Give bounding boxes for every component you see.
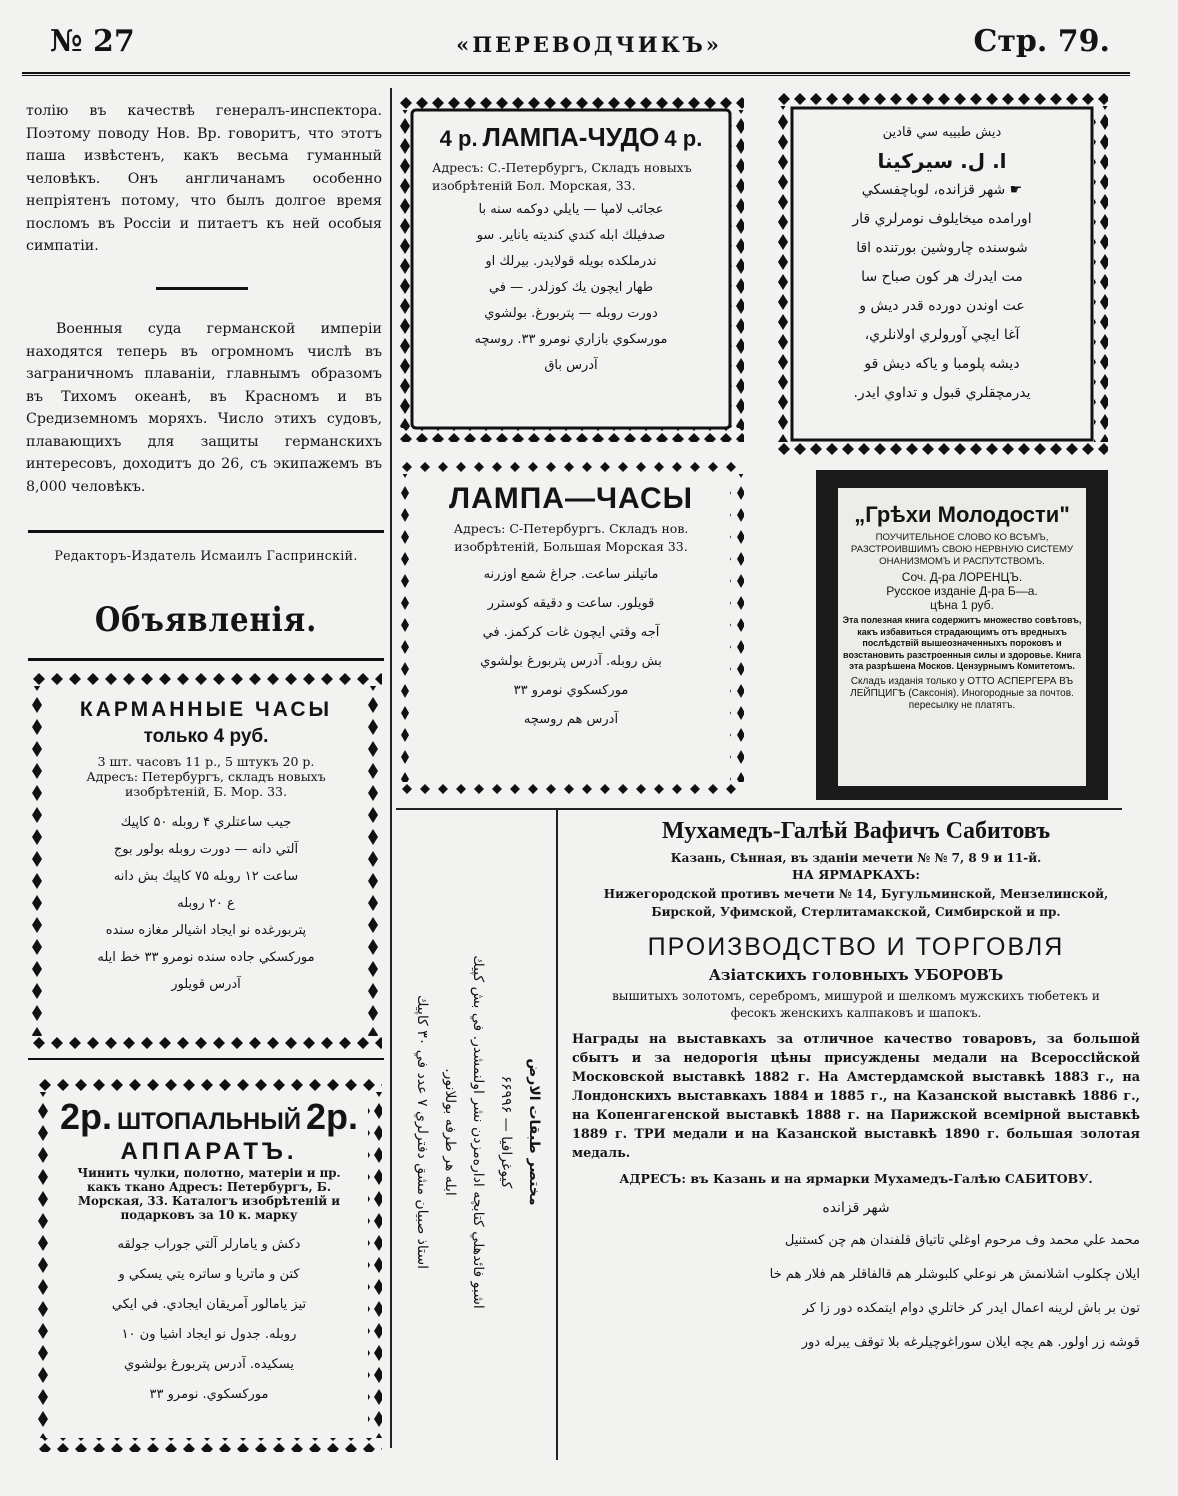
ad-darning-apparatus [36,1078,382,1452]
arabic-line: دكش و يامارلر آلتي جوراب جولقه [117,1237,301,1252]
arabic-line: ابله هر طرفه بوللانور. [442,1068,458,1196]
arabic-line: تيز يامالور آمريقان ايجادي. في ايكي [111,1297,307,1312]
arabic-line: ايلان چكلوب اشلانمش هر نوعلي كلبوشلر هم قالفاقلر هم فلار هم خا [769,1267,1140,1282]
lamp-miracle-price-right: 4 р. [664,126,703,151]
article-end-rule [28,530,384,533]
book-panel [838,488,1086,786]
arabic-line: روبله. جدول نو ايجاد اشيا ون ۱۰ [121,1327,297,1342]
dentist-title: ديش طبيبه سي قادين [882,125,1002,140]
pocket-watch-line3: изобрѣтеній, Б. Мор. 33. [125,784,287,799]
arabic-line: مورسكوي بازاري نومرو ۳۳. روسچه [474,332,668,347]
darning-arabic [36,1230,382,1410]
arabic-line: تون بر باش لرينه اعمال ايدر كر خاتلري دوام ايتمكده دور زا كر [802,1301,1140,1316]
arabic-line: دورت روبله — پتربورغ. بولشوي [484,306,658,321]
ad-lamp-miracle [398,96,744,442]
book-author: Соч. Д-ра ЛОРЕНЦЪ. [901,570,1023,584]
lamp-clock-address: Адресъ: С-Петербургъ. Складъ нов. изобрѣтеній, Большая Морская 33. [453,521,689,554]
sabitov-arabic [566,1224,1146,1360]
issue-number: № 27 [50,24,135,59]
editor-line: Редакторъ-Издатель Исмаилъ Гаспринскій. [54,548,358,563]
arabic-line [816,176,1068,205]
arabic-line: قوشه زر اولور. هم يچه ايلان سوراغوچيلرغه بلا توقف يبرله دور [801,1335,1140,1350]
pocket-watch-title: КАРМАННЫЕ ЧАСЫ [79,698,333,721]
darning-price-left: 2р. [59,1096,112,1137]
arabic-line: موركسكوي. نومرو ۳۳ [149,1387,269,1402]
page-header [40,22,1138,66]
sabitov-arabic-title: شهر قزانده [822,1200,890,1216]
ad-vertical-arabic [398,822,548,1442]
sabitov-line3: Нижегородской противъ мечети № 14, Бугульминской, Мензелинской, Бирской, Уфимской, Стерлитамакской, Симбирской и пр. [603,887,1109,919]
pocket-watch-line1: 3 шт. часовъ 11 р., 5 штукъ 20 р. [97,754,315,769]
sabitov-name: Мухамедъ-Галѣй Вафичъ Сабитовъ [661,818,1051,844]
lamp-clock-title: ЛАМПА—ЧАСЫ [449,482,693,515]
lamp-clock-arabic [398,560,744,734]
pocket-watch-arabic [30,809,382,998]
arabic-line: موركسكي جاده سنده نومرو ۳۳ خط ايله [97,950,315,965]
lamp-miracle-arabic [398,197,744,379]
article-text-2: Военныя суда германской имперіи находятся теперь въ огромномъ числѣ въ заграничномъ плаваніи, главнымъ образомъ въ Тихомъ океанѣ, въ Красномъ и въ Средиземномъ моряхъ. Число этихъ судовъ, плавающихъ для защиты германскихъ интересовъ, доходитъ до 26, съ экипажемъ въ 8,000 человѣкъ. [26,321,382,495]
arabic-line: آجه وقتي ايچون غات كركمز. في [482,625,660,640]
arabic-line: آغا ايچي آورولري اولانلري، [864,327,1020,343]
dentist-name: ا. ل. سيركينا [877,149,1007,173]
newspaper-title: «ПЕРЕВОДЧИКЪ» [456,32,722,57]
sabitov-awards: Награды на выставкахъ за отличное качество товаровъ, за большой сбытъ и за недорогія цѣны присуждены медали на Всероссійской Московской выставкѣ 1882 г. На Амстердамской выставкѣ 1883 г., на Лондонскихъ выставкахъ 1884 и 1885 г., на Казанской выставкѣ 1886 г., на Копенгагенской выставкѣ 1888 г. на Парижской всемірной выставкѣ 1889 г. ТРИ медали и на Казанской выставкѣ 1890 г. большая золотая медаль. [572,1032,1140,1161]
arabic-line: جيب ساعتلري ۴ روبله ۵۰ كاپيك [120,815,292,830]
arabic-line: يدرمچقلري قبول و تداوي ايدر. [853,385,1031,401]
arabic-line-text: شهر قزانده، لوباچفسكي [861,182,1006,198]
arabic-line: ع ۲۰ روبله [177,896,235,911]
darning-price-right: 2р. [306,1096,359,1137]
lamp-miracle-address: Адресъ: С.-Петербургъ, Складъ новыхъ изобрѣтеній Бол. Морская, 33. [432,160,692,193]
ads-heading: Объявленія. [94,600,318,640]
arabic-line: ماتيلنر ساعت. جراغ شمع اوزرنه [483,567,659,582]
arabic-line: بش روبله. آدرس پتربورغ بولشوي [480,654,662,669]
sabitov-address: АДРЕСЪ: въ Казань и на ярмарки Мухамедъ-Галѣю САБИТОВУ. [619,1171,1093,1186]
arabic-line: عت اوندن دورده قدر ديش و [859,298,1025,314]
arabic-line: آدرس باق [544,358,598,373]
arabic-line: ندرملكده بويله قولايدر. بيرلك او [485,254,657,269]
arabic-line: يسكيده. آدرس پتربورغ بولشوي [124,1357,294,1372]
article-paragraph-1 [26,100,382,258]
horizontal-rule-mid [396,808,1122,810]
sabitov-subtitle: Азіатскихъ головныхъ УБОРОВЪ [708,966,1004,984]
arabic-line: استاذ صبيان مشق دفترلري ۷ عدد في ۳۰ كاپيك [414,994,430,1270]
book-text2: Эта полезная книга содержитъ множество совѣтовъ, какъ избавиться страдающимъ отъ вредныхъ послѣдствій вышеозначенныхъ пороковъ и возстановить разстроенныя силы и здоровье. Книга эта разрѣшена Москов. Цензурнымъ Комитетомъ. [842,615,1082,671]
ad-dentist [776,92,1108,456]
pocket-watch-price: только 4 руб. [143,726,269,747]
lamp-miracle-title-row [398,122,744,153]
darning-title: ШТОПАЛЬНЫЙ [117,1108,301,1135]
book-title: „Грѣхи Молодости" [854,502,1070,527]
arabic-line: ديشه پلومبا و ياكه ديش قو [864,356,1020,372]
arabic-line: شوسنده چاروشين بورتنده اقا [856,240,1028,256]
dentist-arabic [776,118,1108,408]
arabic-line: آدرس هم روسچه [523,712,619,727]
article-paragraph-2 [26,318,382,498]
arabic-line: آدرس قويلور [171,977,241,992]
arabic-line: اورامده ميخايلوف نومرلري قار [852,211,1032,227]
pocket-watch-line2: Адресъ: Петербургъ, складъ новыхъ [86,769,326,784]
header-rule [22,72,1130,76]
arabic-line: پتربورغده نو ايجاد اشيالر مغازه سنده [105,923,307,938]
darning-subtitle: АППАРАТЪ. [120,1138,298,1165]
arabic-line: آلتي دانه — دورت روبله بولور بوج [113,842,299,857]
arabic-line: ساعت ۱۲ روبله ۷۵ كاپيك بش دانه [113,869,299,884]
arabic-line: قويلور. ساعت و دقيقه كوسترر [487,596,655,611]
sabitov-line1: Казань, Сѣнная, въ зданіи мечети № № 7, 8 9 и 11-й. [670,851,1042,865]
ads-heading-rule [28,658,384,661]
arabic-line: عجائب لامپا — يايلي دوكمه سنه با [478,202,664,217]
column-rule-left [390,88,392,1448]
book-text1: ПОУЧИТЕЛЬНОЕ СЛОВО КО ВСѢМЪ, РАЗСТРОИВШИМЪ СВОЮ НЕРВНУЮ СИСТЕМУ ОНАНИЗМОМЪ И РАСПУТСТВОМЪ. [850,532,1074,567]
arabic-line: طهار ايچون يك كوزلدر. — في [488,280,654,295]
article-text-1: толію въ качествѣ генералъ-инспектора. Поэтому поводу Нов. Вр. говоритъ, что этотъ паша извѣстенъ, какъ весьма гуманный человѣкъ. Онъ англичанамъ особенно непріятенъ потому, что былъ долгое время посломъ въ Россіи и питаетъ къ ней особыя симпатіи. [26,103,382,254]
ad-separator [28,1058,384,1060]
vertical-arabic-block [398,832,548,1432]
column-rule-right [556,810,558,1460]
book-price: цѣна 1 руб. [930,598,994,612]
arabic-line: مختصر طبقات الارض [526,1058,542,1206]
sabitov-line2: НА ЯРМАРКАХЪ: [791,867,920,882]
arabic-line: موركسكوي نومرو ۳۳ [513,683,629,698]
ad-book [816,470,1108,800]
pointing-hand-icon: ☛ [1005,182,1023,198]
arabic-line: صدفيلك ابله كندي كنديته ياناير. سو [476,228,666,243]
ad-lamp-clock [398,460,744,796]
arabic-line: اشبو فائدهلي كتابچه اداره‌مزدن نشر اولنمشدر. في بش كپيك [470,955,486,1309]
sabitov-production: ПРОИЗВОДСТВО И ТОРГОВЛЯ [647,933,1065,961]
darning-text: Чинить чулки, полотно, матеріи и пр. какъ ткано Адресъ: Петербургъ, Б. Морская, 33. Каталогъ изобрѣтеній и подарковъ за 10 к. марку [77,1166,341,1222]
lamp-miracle-title: ЛАМПА-ЧУДО [482,122,660,152]
sabitov-line4: вышитыхъ золотомъ, серебромъ, мишурой и шелкомъ мужскихъ тюбетекъ и фесокъ женскихъ калпаковъ и шапокъ. [612,989,1100,1020]
lamp-miracle-price-left: 4 р. [439,126,478,151]
arabic-line: كتن و ماتريا و ساتره يتي يسكي و [118,1267,300,1282]
arabic-line: محمد علي محمد وف مرحوم اوغلي تاتياق قلفندان هم چن كستنيل [784,1233,1140,1248]
arabic-line: مت ايدرك هر كون صباح سا [861,269,1023,285]
ad-pocket-watch [30,672,382,1050]
ad-sabitov [566,818,1146,1360]
book-edition: Русское изданіе Д-ра Б—а. [886,584,1038,598]
article-divider [156,287,248,290]
page-number: Стр. 79. [973,24,1110,59]
arabic-line: كيوغرافيا — ۶۶۹۹۶ [498,1075,514,1189]
darning-title-row [36,1096,382,1138]
book-text3: Складъ изданія только у ОТТО АСПЕРГЕРА ВЪ ЛЕЙПЦИГѢ (Саксонія). Иногородные за почтов. пересылку не платятъ. [850,675,1074,711]
